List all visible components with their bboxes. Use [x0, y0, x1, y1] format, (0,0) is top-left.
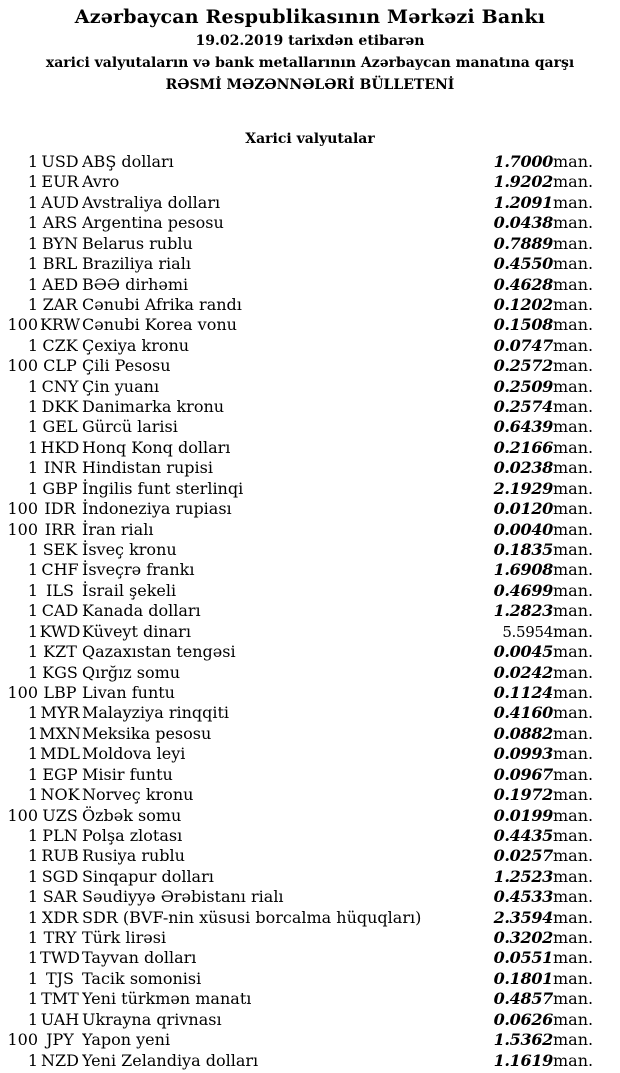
- currency-quantity: 1: [27, 397, 38, 417]
- currency-name: Moldova leyi: [82, 744, 186, 764]
- currency-rate: 0.0040: [493, 519, 553, 539]
- currency-rate: 1.2091: [493, 192, 553, 212]
- unit-label: man.: [553, 1050, 594, 1070]
- currency-rate: 1.1619: [493, 1050, 553, 1070]
- currency-quantity: 1: [27, 274, 38, 294]
- currency-name: Malayziya rinqqiti: [82, 703, 230, 723]
- table-row: [0, 152, 620, 172]
- currency-rate: 0.1972: [493, 785, 553, 805]
- unit-label: man.: [553, 172, 594, 192]
- unit-label: man.: [553, 846, 594, 866]
- currency-rate: 0.4699: [493, 580, 553, 600]
- table-row: [0, 887, 620, 907]
- currency-name: İngilis funt sterlinqi: [82, 478, 244, 498]
- currency-rate: 0.0747: [493, 335, 553, 355]
- currency-rate: 1.2523: [493, 866, 553, 886]
- currency-code: MDL: [40, 744, 80, 764]
- unit-label: man.: [553, 723, 594, 743]
- currency-rate: 2.1929: [493, 478, 553, 498]
- unit-label: man.: [553, 294, 594, 314]
- currency-quantity: 1: [27, 560, 38, 580]
- unit-label: man.: [553, 540, 594, 560]
- currency-quantity: 1: [27, 192, 38, 212]
- table-row: [0, 744, 620, 764]
- bulletin-subtitle: xarici valyutaların və bank metallarının Azərbaycan manatına qarşı: [45, 55, 575, 71]
- unit-label: man.: [553, 458, 594, 478]
- table-row: [0, 172, 620, 192]
- currency-rate: 0.0045: [493, 642, 553, 662]
- currency-name: Ukrayna qrivnası: [82, 1009, 222, 1029]
- currency-name: Türk lirəsi: [82, 928, 167, 948]
- currency-quantity: 1: [27, 642, 38, 662]
- currency-code: NOK: [40, 785, 80, 805]
- currency-name: Polşa zlotası: [82, 825, 183, 845]
- currency-quantity: 100: [7, 356, 38, 376]
- currency-code: IDR: [44, 499, 76, 519]
- currency-rate: 2.3594: [493, 907, 553, 927]
- currency-code: GEL: [42, 417, 78, 437]
- unit-label: man.: [553, 928, 594, 948]
- table-row: [0, 969, 620, 989]
- currency-rate: 0.1124: [493, 682, 553, 702]
- currency-quantity: 1: [27, 152, 38, 171]
- currency-quantity: 1: [27, 887, 38, 907]
- currency-code: KGS: [42, 662, 78, 682]
- section-title-foreign-currencies: Xarici valyutalar: [245, 131, 375, 147]
- currency-name: SDR (BVF-nin xüsusi borcalma hüquqları): [82, 907, 422, 927]
- currency-quantity: 1: [27, 907, 38, 927]
- table-row: [0, 663, 620, 683]
- currency-code: TMT: [41, 989, 79, 1009]
- table-row: [0, 1010, 620, 1030]
- table-row: [0, 867, 620, 887]
- table-row: [0, 417, 620, 437]
- currency-name: İsveç kronu: [82, 540, 177, 560]
- unit-label: man.: [553, 417, 594, 437]
- table-row: [0, 397, 620, 417]
- currency-rate: 0.0238: [493, 458, 553, 478]
- table-row: [0, 458, 620, 478]
- table-row: [0, 928, 620, 948]
- currency-rate: 0.4533: [493, 887, 553, 907]
- table-row: [0, 846, 620, 866]
- unit-label: man.: [553, 805, 594, 825]
- table-row: [0, 622, 620, 642]
- currency-quantity: 1: [27, 254, 38, 274]
- currency-name: İran rialı: [82, 519, 154, 539]
- currency-code: NZD: [41, 1050, 79, 1070]
- table-row: [0, 315, 620, 335]
- unit-label: man.: [553, 315, 594, 335]
- unit-label: man.: [553, 233, 594, 253]
- unit-label: man.: [553, 621, 594, 641]
- currency-name: Misir funtu: [82, 764, 173, 784]
- currency-quantity: 1: [27, 335, 38, 355]
- currency-rate: 0.6439: [493, 417, 553, 437]
- currency-name: Tacik somonisi: [82, 968, 202, 988]
- table-row: [0, 193, 620, 213]
- unit-label: man.: [553, 887, 594, 907]
- unit-label: man.: [553, 213, 594, 233]
- currency-name: Qazaxıstan tengəsi: [82, 642, 236, 662]
- currency-name: Kanada dolları: [82, 601, 201, 621]
- table-row: [0, 520, 620, 540]
- currency-quantity: 1: [27, 1050, 38, 1070]
- unit-label: man.: [553, 948, 594, 968]
- currency-rate: 0.1508: [493, 315, 553, 335]
- currency-code: CZK: [42, 335, 78, 355]
- currency-quantity: 1: [27, 213, 38, 233]
- currency-quantity: 1: [27, 866, 38, 886]
- table-row: [0, 765, 620, 785]
- unit-label: man.: [553, 376, 594, 396]
- currency-rate: 0.4160: [493, 703, 553, 723]
- currency-code: SGD: [41, 866, 79, 886]
- currency-name: Sinqapur dolları: [82, 866, 214, 886]
- currency-rate: 0.0626: [493, 1009, 553, 1029]
- currency-quantity: 1: [27, 601, 38, 621]
- currency-quantity: 1: [27, 928, 38, 948]
- currency-code: CHF: [41, 560, 79, 580]
- unit-label: man.: [553, 601, 594, 621]
- currency-quantity: 1: [27, 662, 38, 682]
- currency-name: Braziliya rialı: [82, 254, 191, 274]
- currency-name: İsveçrə frankı: [82, 560, 195, 580]
- currency-rate: 0.0438: [493, 213, 553, 233]
- currency-quantity: 1: [27, 478, 38, 498]
- table-row: [0, 275, 620, 295]
- currency-code: PLN: [42, 825, 78, 845]
- currency-code: INR: [43, 458, 77, 478]
- currency-name: Küveyt dinarı: [82, 621, 191, 641]
- currency-rate: 0.0551: [493, 948, 553, 968]
- currency-rate: 0.0882: [493, 723, 553, 743]
- currency-rates-body: [0, 152, 620, 1071]
- currency-code: GBP: [42, 478, 78, 498]
- currency-code: JPY: [46, 1030, 74, 1050]
- currency-name: Cənubi Afrika randı: [82, 294, 242, 314]
- currency-name: BƏƏ dirhəmi: [82, 274, 189, 294]
- currency-code: CNY: [41, 376, 79, 396]
- table-row: [0, 438, 620, 458]
- currency-rate: 5.5954: [502, 622, 553, 641]
- currency-quantity: 100: [7, 805, 38, 825]
- currency-code: TJS: [45, 968, 75, 988]
- currency-quantity: 1: [27, 825, 38, 845]
- unit-label: man.: [553, 356, 594, 376]
- currency-code: TRY: [43, 928, 77, 948]
- currency-name: Yapon yeni: [82, 1030, 171, 1050]
- currency-rate: 0.1202: [493, 294, 553, 314]
- currency-quantity: 100: [7, 519, 38, 539]
- table-row: [0, 234, 620, 254]
- currency-code: UZS: [42, 805, 78, 825]
- currency-code: SEK: [42, 540, 78, 560]
- currency-rate: 0.2574: [493, 397, 553, 417]
- currency-rate: 0.1801: [493, 968, 553, 988]
- currency-name: İsrail şekeli: [82, 580, 177, 600]
- currency-code: CLP: [43, 356, 77, 376]
- table-row: [0, 989, 620, 1009]
- currency-quantity: 1: [27, 785, 38, 805]
- currency-quantity: 1: [27, 1009, 38, 1029]
- table-row: [0, 377, 620, 397]
- bulletin-title: RƏSMİ MƏZƏNNƏLƏRİ BÜLLETENİ: [165, 77, 455, 93]
- currency-name: Livan funtu: [82, 682, 175, 702]
- unit-label: man.: [553, 682, 594, 702]
- currency-rate: 0.3202: [493, 928, 553, 948]
- currency-quantity: 1: [27, 417, 38, 437]
- unit-label: man.: [553, 192, 594, 212]
- currency-rate: 1.6908: [493, 560, 553, 580]
- table-row: [0, 948, 620, 968]
- unit-label: man.: [553, 478, 594, 498]
- unit-label: man.: [553, 744, 594, 764]
- currency-rate: 0.7889: [493, 233, 553, 253]
- currency-quantity: 1: [27, 723, 38, 743]
- table-row: [0, 1030, 620, 1050]
- currency-code: EUR: [41, 172, 79, 192]
- table-row: [0, 724, 620, 744]
- currency-name: Meksika pesosu: [82, 723, 212, 743]
- currency-rate: 0.0967: [493, 764, 553, 784]
- currency-quantity: 1: [27, 621, 38, 641]
- currency-quantity: 100: [7, 1030, 38, 1050]
- unit-label: man.: [553, 397, 594, 417]
- currency-code: LBP: [43, 682, 77, 702]
- currency-code: DKK: [41, 397, 79, 417]
- currency-name: Cənubi Korea vonu: [82, 315, 237, 335]
- currency-code: BYN: [41, 233, 79, 253]
- unit-label: man.: [553, 989, 594, 1009]
- currency-name: Avro: [82, 172, 120, 192]
- currency-rate: 0.2572: [493, 356, 553, 376]
- currency-name: Honq Konq dolları: [82, 437, 231, 457]
- table-row: [0, 826, 620, 846]
- table-row: [0, 642, 620, 662]
- table-row: [0, 601, 620, 621]
- unit-label: man.: [553, 152, 594, 171]
- currency-quantity: 1: [27, 458, 38, 478]
- currency-rate: 1.2823: [493, 601, 553, 621]
- currency-code: KWD: [39, 621, 81, 641]
- currency-rates-table: [0, 152, 620, 1071]
- table-row: [0, 703, 620, 723]
- table-row: [0, 479, 620, 499]
- unit-label: man.: [553, 580, 594, 600]
- currency-quantity: 1: [27, 989, 38, 1009]
- currency-rate: 0.4435: [493, 825, 553, 845]
- currency-code: AED: [41, 274, 79, 294]
- currency-rate: 0.0120: [493, 499, 553, 519]
- currency-code: ILS: [46, 580, 74, 600]
- currency-rate: 0.4550: [493, 254, 553, 274]
- currency-code: UAH: [40, 1009, 80, 1029]
- currency-quantity: 100: [7, 315, 38, 335]
- currency-rate: 0.2166: [493, 437, 553, 457]
- effective-date-line: 19.02.2019 tarixdən etibarən: [195, 33, 425, 49]
- currency-quantity: 1: [27, 744, 38, 764]
- table-row: [0, 336, 620, 356]
- currency-rate: 0.4628: [493, 274, 553, 294]
- unit-label: man.: [553, 335, 594, 355]
- currency-code: EGP: [42, 764, 78, 784]
- currency-code: MXN: [39, 723, 81, 743]
- document-header: [0, 0, 620, 96]
- currency-code: CAD: [41, 601, 79, 621]
- unit-label: man.: [553, 968, 594, 988]
- currency-rate: 0.0199: [493, 805, 553, 825]
- unit-label: man.: [553, 825, 594, 845]
- currency-name: Yeni türkmən manatı: [82, 989, 252, 1009]
- currency-name: ABŞ dolları: [82, 152, 174, 171]
- currency-name: Yeni Zelandiya dolları: [82, 1050, 259, 1070]
- unit-label: man.: [553, 499, 594, 519]
- currency-name: Tayvan dolları: [82, 948, 197, 968]
- table-row: [0, 908, 620, 928]
- table-row: [0, 683, 620, 703]
- unit-label: man.: [553, 764, 594, 784]
- currency-code: USD: [41, 152, 79, 171]
- unit-label: man.: [553, 274, 594, 294]
- currency-quantity: 1: [27, 376, 38, 396]
- table-row: [0, 581, 620, 601]
- currency-rate: 0.0242: [493, 662, 553, 682]
- currency-name: Gürcü larisi: [82, 417, 178, 437]
- currency-code: SAR: [42, 887, 78, 907]
- currency-name: Çexiya kronu: [82, 335, 190, 355]
- table-row: [0, 499, 620, 519]
- currency-rate: 1.7000: [493, 152, 553, 171]
- unit-label: man.: [553, 866, 594, 886]
- currency-name: Norveç kronu: [82, 785, 194, 805]
- currency-quantity: 1: [27, 580, 38, 600]
- table-row: [0, 560, 620, 580]
- currency-quantity: 100: [7, 499, 38, 519]
- currency-code: BRL: [42, 254, 78, 274]
- currency-name: Belarus rublu: [82, 233, 193, 253]
- currency-rate: 1.5362: [493, 1030, 553, 1050]
- currency-quantity: 1: [27, 948, 38, 968]
- table-row: [0, 254, 620, 274]
- currency-code: RUB: [41, 846, 79, 866]
- currency-name: Rusiya rublu: [82, 846, 185, 866]
- currency-quantity: 1: [27, 294, 38, 314]
- unit-label: man.: [553, 1030, 594, 1050]
- currency-quantity: 1: [27, 968, 38, 988]
- currency-code: KRW: [39, 315, 81, 335]
- unit-label: man.: [553, 642, 594, 662]
- currency-name: Özbək somu: [82, 805, 182, 825]
- currency-rate: 1.9202: [493, 172, 553, 192]
- currency-name: Avstraliya dolları: [82, 192, 221, 212]
- currency-code: TWD: [40, 948, 80, 968]
- currency-name: Danimarka kronu: [82, 397, 225, 417]
- currency-rate: 0.1835: [493, 540, 553, 560]
- currency-name: Qırğız somu: [82, 662, 181, 682]
- currency-name: Səudiyyə Ərəbistanı rialı: [82, 887, 284, 907]
- currency-name: Hindistan rupisi: [82, 458, 213, 478]
- currency-code: ARS: [42, 213, 78, 233]
- currency-code: AUD: [41, 192, 79, 212]
- unit-label: man.: [553, 560, 594, 580]
- currency-name: Çin yuanı: [82, 376, 160, 396]
- currency-rate: 0.2509: [493, 376, 553, 396]
- currency-code: ZAR: [42, 294, 78, 314]
- unit-label: man.: [553, 1009, 594, 1029]
- table-row: [0, 1051, 620, 1071]
- unit-label: man.: [553, 907, 594, 927]
- currency-rate: 0.0257: [493, 846, 553, 866]
- table-row: [0, 356, 620, 376]
- currency-quantity: 1: [27, 172, 38, 192]
- table-row: [0, 295, 620, 315]
- currency-name: Argentina pesosu: [82, 213, 224, 233]
- unit-label: man.: [553, 785, 594, 805]
- unit-label: man.: [553, 662, 594, 682]
- unit-label: man.: [553, 254, 594, 274]
- table-row: [0, 785, 620, 805]
- currency-code: IRR: [44, 519, 76, 539]
- currency-quantity: 1: [27, 437, 38, 457]
- currency-quantity: 1: [27, 764, 38, 784]
- bank-title: Azərbaycan Respublikasının Mərkəzi Bankı: [74, 6, 546, 28]
- unit-label: man.: [553, 437, 594, 457]
- currency-quantity: 100: [7, 682, 38, 702]
- currency-code: XDR: [41, 907, 79, 927]
- currency-name: İndoneziya rupiası: [82, 499, 232, 519]
- table-row: [0, 540, 620, 560]
- currency-name: Çili Pesosu: [82, 356, 171, 376]
- table-row: [0, 806, 620, 826]
- currency-code: KZT: [43, 642, 77, 662]
- currency-rate: 0.0993: [493, 744, 553, 764]
- unit-label: man.: [553, 519, 594, 539]
- currency-code: HKD: [40, 437, 80, 457]
- currency-quantity: 1: [27, 846, 38, 866]
- currency-quantity: 1: [27, 540, 38, 560]
- unit-label: man.: [553, 703, 594, 723]
- table-row: [0, 213, 620, 233]
- currency-quantity: 1: [27, 703, 38, 723]
- currency-code: MYR: [40, 703, 80, 723]
- currency-quantity: 1: [27, 233, 38, 253]
- currency-rate: 0.4857: [493, 989, 553, 1009]
